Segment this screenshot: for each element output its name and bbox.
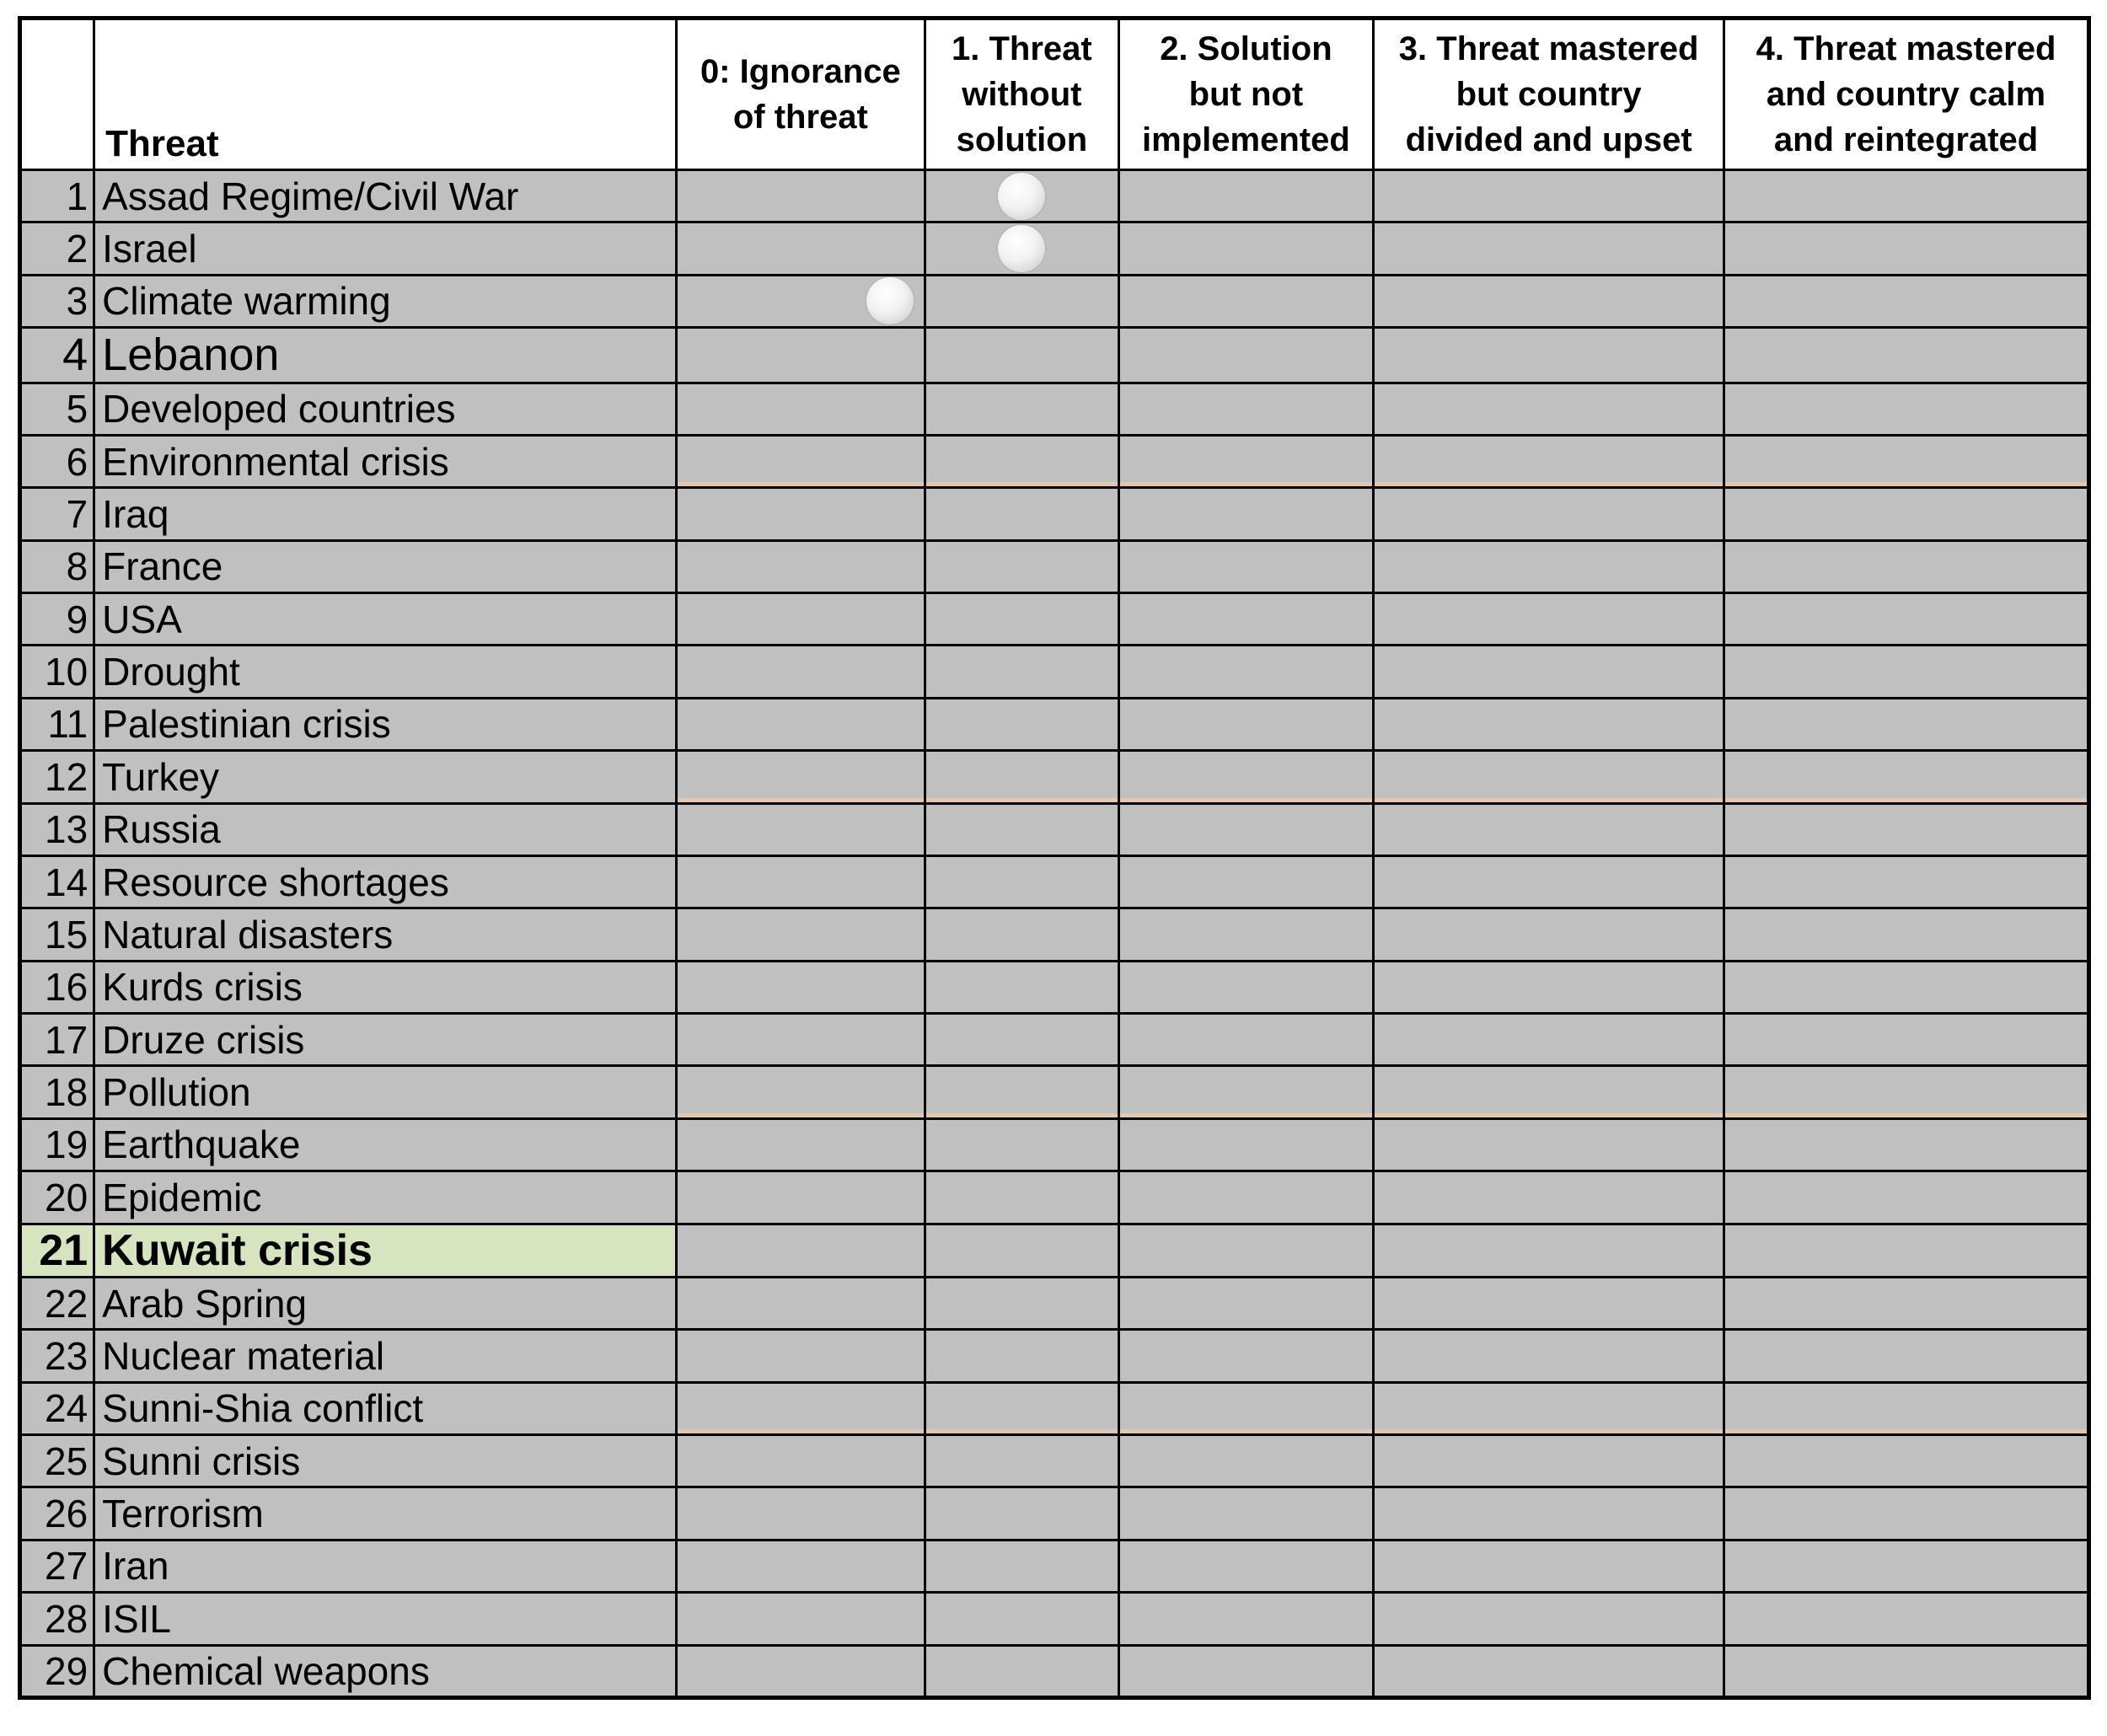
stage-1-cell bbox=[925, 328, 1118, 383]
stage-1-cell bbox=[925, 855, 1118, 908]
stage-3-cell bbox=[1374, 1171, 1724, 1224]
stage-4-cell bbox=[1724, 1330, 2089, 1382]
threat-name: Natural disasters bbox=[94, 908, 676, 961]
stage-1-cell bbox=[925, 222, 1118, 275]
table-row bbox=[20, 1487, 2089, 1540]
stage-1-cell bbox=[925, 803, 1118, 855]
stage-3-cell bbox=[1374, 593, 1724, 646]
row-number: 4 bbox=[20, 328, 94, 383]
stage-2-cell bbox=[1118, 328, 1374, 383]
stage-2-cell bbox=[1118, 1645, 1374, 1697]
table-row bbox=[20, 1382, 2089, 1434]
stage-2-cell bbox=[1118, 751, 1374, 803]
table-row bbox=[20, 1330, 2089, 1382]
table-row bbox=[20, 698, 2089, 750]
row-number: 13 bbox=[20, 803, 94, 855]
stage-1-cell bbox=[925, 908, 1118, 961]
stage-4-cell bbox=[1724, 1540, 2089, 1592]
row-number: 20 bbox=[20, 1171, 94, 1224]
stage-3-cell bbox=[1374, 488, 1724, 540]
stage-1-cell bbox=[925, 1066, 1118, 1118]
stage-4-cell bbox=[1724, 1382, 2089, 1434]
stage-1-cell bbox=[925, 540, 1118, 592]
stage-3-cell bbox=[1374, 1382, 1724, 1434]
table-row bbox=[20, 1171, 2089, 1224]
stage-1-cell bbox=[925, 1277, 1118, 1329]
table-row bbox=[20, 961, 2089, 1013]
row-number: 1 bbox=[20, 170, 94, 222]
stage-4-cell bbox=[1724, 1593, 2089, 1645]
stage-2-cell bbox=[1118, 1277, 1374, 1329]
stage-3-cell bbox=[1374, 803, 1724, 855]
stage-3-header-line-1: 3. Threat mastered bbox=[1398, 30, 1699, 67]
row-number: 28 bbox=[20, 1593, 94, 1645]
stage-2-cell bbox=[1118, 1330, 1374, 1382]
row-number: 10 bbox=[20, 646, 94, 698]
stage-3-cell bbox=[1374, 383, 1724, 435]
table-row bbox=[20, 1645, 2089, 1697]
table-row bbox=[20, 488, 2089, 540]
stage-1-cell bbox=[925, 1014, 1118, 1066]
stage-3-cell bbox=[1374, 1593, 1724, 1645]
stage-2-cell bbox=[1118, 1540, 1374, 1592]
table-row bbox=[20, 383, 2089, 435]
stage-3-cell bbox=[1374, 1487, 1724, 1540]
threat-name: Terrorism bbox=[94, 1487, 676, 1540]
row-number: 11 bbox=[20, 698, 94, 750]
stage-2-cell bbox=[1118, 540, 1374, 592]
stage-2-cell bbox=[1118, 855, 1374, 908]
row-number: 3 bbox=[20, 275, 94, 327]
stage-3-cell bbox=[1374, 698, 1724, 750]
stage-3-cell bbox=[1374, 1224, 1724, 1277]
table-row bbox=[20, 170, 2089, 222]
stage-1-cell bbox=[925, 1118, 1118, 1171]
stage-1-cell bbox=[925, 1540, 1118, 1592]
stage-1-cell bbox=[925, 1330, 1118, 1382]
stage-2-header bbox=[1118, 19, 1374, 170]
row-number: 18 bbox=[20, 1066, 94, 1118]
stage-4-cell bbox=[1724, 222, 2089, 275]
stage-2-header-line-2: but not bbox=[1188, 76, 1304, 113]
stage-2-cell bbox=[1118, 1014, 1374, 1066]
stage-0-cell bbox=[676, 803, 925, 855]
row-number: 29 bbox=[20, 1645, 94, 1697]
stage-4-cell bbox=[1724, 1645, 2089, 1697]
stage-2-cell bbox=[1118, 488, 1374, 540]
stage-2-cell bbox=[1118, 803, 1374, 855]
threat-name: Drought bbox=[94, 646, 676, 698]
stage-3-cell bbox=[1374, 1118, 1724, 1171]
row-number: 21 bbox=[20, 1224, 94, 1277]
stage-1-cell bbox=[925, 1224, 1118, 1277]
stage-2-cell bbox=[1118, 1224, 1374, 1277]
stage-4-cell bbox=[1724, 1487, 2089, 1540]
stage-4-cell bbox=[1724, 855, 2089, 908]
stage-0-cell bbox=[676, 435, 925, 487]
stage-3-cell bbox=[1374, 1066, 1724, 1118]
table-row bbox=[20, 908, 2089, 961]
stage-0-cell bbox=[676, 698, 925, 750]
stage-2-cell bbox=[1118, 1593, 1374, 1645]
stage-0-cell bbox=[676, 1645, 925, 1697]
stage-0-header bbox=[676, 19, 925, 170]
stage-2-cell bbox=[1118, 646, 1374, 698]
threat-name: France bbox=[94, 540, 676, 592]
stage-1-cell bbox=[925, 1435, 1118, 1487]
threat-name: Earthquake bbox=[94, 1118, 676, 1171]
stage-4-cell bbox=[1724, 435, 2089, 487]
stage-4-cell bbox=[1724, 1171, 2089, 1224]
stage-4-cell bbox=[1724, 751, 2089, 803]
stage-0-header-line-1: 0: Ignorance bbox=[700, 53, 901, 90]
threat-name: ISIL bbox=[94, 1593, 676, 1645]
stage-4-cell bbox=[1724, 540, 2089, 592]
stage-2-cell bbox=[1118, 593, 1374, 646]
threat-name: Environmental crisis bbox=[94, 435, 676, 487]
stage-2-cell bbox=[1118, 170, 1374, 222]
table-row bbox=[20, 540, 2089, 592]
stage-2-header-line-3: implemented bbox=[1142, 121, 1350, 158]
threat-name: Assad Regime/Civil War bbox=[94, 170, 676, 222]
number-column-header bbox=[20, 19, 94, 170]
stage-0-cell bbox=[676, 1171, 925, 1224]
stage-3-cell bbox=[1374, 1645, 1724, 1697]
stage-4-cell bbox=[1724, 170, 2089, 222]
stage-2-cell bbox=[1118, 1487, 1374, 1540]
threat-name: Arab Spring bbox=[94, 1277, 676, 1329]
threat-assessment-table bbox=[18, 16, 2091, 1700]
stage-4-cell bbox=[1724, 1435, 2089, 1487]
stage-1-cell bbox=[925, 1593, 1118, 1645]
stage-0-cell bbox=[676, 855, 925, 908]
stage-4-cell bbox=[1724, 698, 2089, 750]
stage-1-cell bbox=[925, 961, 1118, 1013]
stage-2-cell bbox=[1118, 1171, 1374, 1224]
table-row bbox=[20, 1277, 2089, 1329]
table-row bbox=[20, 646, 2089, 698]
threat-name: USA bbox=[94, 593, 676, 646]
stage-4-cell bbox=[1724, 1014, 2089, 1066]
stage-4-cell bbox=[1724, 328, 2089, 383]
stage-3-cell bbox=[1374, 646, 1724, 698]
stage-0-cell bbox=[676, 646, 925, 698]
bubble-marker-icon bbox=[866, 277, 914, 324]
stage-4-header-line-3: and reintegrated bbox=[1773, 121, 2039, 158]
row-number: 7 bbox=[20, 488, 94, 540]
stage-0-cell bbox=[676, 275, 925, 327]
row-number: 9 bbox=[20, 593, 94, 646]
row-number: 17 bbox=[20, 1014, 94, 1066]
table-row bbox=[20, 435, 2089, 487]
stage-4-header-line-2: and country calm bbox=[1766, 76, 2046, 113]
stage-4-cell bbox=[1724, 803, 2089, 855]
stage-0-cell bbox=[676, 593, 925, 646]
stage-1-cell bbox=[925, 1171, 1118, 1224]
threat-name: Nuclear material bbox=[94, 1330, 676, 1382]
threat-name: Epidemic bbox=[94, 1171, 676, 1224]
stage-2-cell bbox=[1118, 1118, 1374, 1171]
stage-0-cell bbox=[676, 540, 925, 592]
stage-3-header bbox=[1374, 19, 1724, 170]
row-number: 23 bbox=[20, 1330, 94, 1382]
threat-name: Iran bbox=[94, 1540, 676, 1592]
stage-3-header-line-3: divided and upset bbox=[1405, 121, 1692, 158]
row-number: 27 bbox=[20, 1540, 94, 1592]
row-number: 26 bbox=[20, 1487, 94, 1540]
stage-4-cell bbox=[1724, 383, 2089, 435]
bubble-marker-icon bbox=[998, 173, 1045, 220]
threat-name: Climate warming bbox=[94, 275, 676, 327]
stage-1-cell bbox=[925, 646, 1118, 698]
stage-2-cell bbox=[1118, 908, 1374, 961]
stage-0-header-line-2: of threat bbox=[732, 99, 868, 136]
stage-0-cell bbox=[676, 383, 925, 435]
bubble-marker-icon bbox=[998, 225, 1045, 272]
stage-3-cell bbox=[1374, 1014, 1724, 1066]
stage-3-cell bbox=[1374, 435, 1724, 487]
threat-name: Developed countries bbox=[94, 383, 676, 435]
stage-3-cell bbox=[1374, 908, 1724, 961]
stage-3-header-line-2: but country bbox=[1456, 76, 1642, 113]
row-number: 8 bbox=[20, 540, 94, 592]
stage-2-cell bbox=[1118, 1382, 1374, 1434]
stage-2-cell bbox=[1118, 383, 1374, 435]
threat-rows bbox=[20, 170, 2089, 1698]
stage-0-cell bbox=[676, 1593, 925, 1645]
stage-1-header-line-3: solution bbox=[956, 121, 1088, 158]
stage-4-cell bbox=[1724, 1066, 2089, 1118]
table-row bbox=[20, 1066, 2089, 1118]
stage-3-cell bbox=[1374, 961, 1724, 1013]
table-row bbox=[20, 1593, 2089, 1645]
stage-3-cell bbox=[1374, 855, 1724, 908]
threat-name: Pollution bbox=[94, 1066, 676, 1118]
threat-name: Sunni-Shia conflict bbox=[94, 1382, 676, 1434]
table-row bbox=[20, 751, 2089, 803]
stage-0-cell bbox=[676, 1540, 925, 1592]
threat-name: Lebanon bbox=[94, 328, 676, 383]
stage-1-header-line-2: without bbox=[962, 76, 1082, 113]
row-number: 5 bbox=[20, 383, 94, 435]
stage-1-cell bbox=[925, 751, 1118, 803]
stage-2-cell bbox=[1118, 1435, 1374, 1487]
stage-1-cell bbox=[925, 1645, 1118, 1697]
table-row bbox=[20, 275, 2089, 327]
threat-name: Turkey bbox=[94, 751, 676, 803]
stage-1-cell bbox=[925, 488, 1118, 540]
table-row bbox=[20, 1014, 2089, 1066]
stage-1-cell bbox=[925, 1382, 1118, 1434]
stage-4-cell bbox=[1724, 593, 2089, 646]
threat-name: Israel bbox=[94, 222, 676, 275]
stage-4-header bbox=[1724, 19, 2089, 170]
stage-1-cell bbox=[925, 383, 1118, 435]
threat-name: Resource shortages bbox=[94, 855, 676, 908]
threat-name: Kurds crisis bbox=[94, 961, 676, 1013]
table-row bbox=[20, 593, 2089, 646]
stage-0-cell bbox=[676, 328, 925, 383]
row-number: 2 bbox=[20, 222, 94, 275]
stage-3-cell bbox=[1374, 1435, 1724, 1487]
stage-2-cell bbox=[1118, 961, 1374, 1013]
table-row bbox=[20, 803, 2089, 855]
table-row bbox=[20, 855, 2089, 908]
stage-4-header-line-1: 4. Threat mastered bbox=[1756, 30, 2056, 67]
stage-2-cell bbox=[1118, 435, 1374, 487]
stage-3-cell bbox=[1374, 170, 1724, 222]
stage-2-cell bbox=[1118, 275, 1374, 327]
row-number: 6 bbox=[20, 435, 94, 487]
stage-0-cell bbox=[676, 222, 925, 275]
stage-4-cell bbox=[1724, 646, 2089, 698]
stage-0-cell bbox=[676, 1224, 925, 1277]
stage-3-cell bbox=[1374, 275, 1724, 327]
threat-name: Chemical weapons bbox=[94, 1645, 676, 1697]
row-number: 14 bbox=[20, 855, 94, 908]
stage-1-cell bbox=[925, 435, 1118, 487]
table-row bbox=[20, 1224, 2089, 1277]
row-number: 15 bbox=[20, 908, 94, 961]
stage-3-cell bbox=[1374, 222, 1724, 275]
row-number: 24 bbox=[20, 1382, 94, 1434]
stage-3-cell bbox=[1374, 1540, 1724, 1592]
stage-2-cell bbox=[1118, 698, 1374, 750]
table-row bbox=[20, 1435, 2089, 1487]
stage-4-cell bbox=[1724, 908, 2089, 961]
stage-0-cell bbox=[676, 1435, 925, 1487]
row-number: 25 bbox=[20, 1435, 94, 1487]
stage-1-header bbox=[925, 19, 1118, 170]
stage-4-cell bbox=[1724, 1277, 2089, 1329]
stage-3-cell bbox=[1374, 1277, 1724, 1329]
stage-0-cell bbox=[676, 1118, 925, 1171]
stage-2-cell bbox=[1118, 222, 1374, 275]
stage-3-cell bbox=[1374, 540, 1724, 592]
stage-0-cell bbox=[676, 1382, 925, 1434]
stage-4-cell bbox=[1724, 488, 2089, 540]
table-row bbox=[20, 1118, 2089, 1171]
stage-2-cell bbox=[1118, 1066, 1374, 1118]
stage-0-cell bbox=[676, 908, 925, 961]
stage-0-cell bbox=[676, 1014, 925, 1066]
row-number: 19 bbox=[20, 1118, 94, 1171]
stage-0-cell bbox=[676, 751, 925, 803]
table-row bbox=[20, 328, 2089, 383]
stage-3-cell bbox=[1374, 751, 1724, 803]
stage-4-cell bbox=[1724, 1118, 2089, 1171]
stage-1-cell bbox=[925, 1487, 1118, 1540]
row-number: 12 bbox=[20, 751, 94, 803]
stage-1-cell bbox=[925, 593, 1118, 646]
threat-name: Kuwait crisis bbox=[94, 1224, 676, 1277]
table-header bbox=[20, 19, 2089, 170]
threat-column-header: Threat bbox=[94, 19, 676, 170]
stage-1-cell bbox=[925, 275, 1118, 327]
table-row bbox=[20, 1540, 2089, 1592]
threat-name: Druze crisis bbox=[94, 1014, 676, 1066]
stage-4-cell bbox=[1724, 275, 2089, 327]
stage-3-cell bbox=[1374, 328, 1724, 383]
stage-3-cell bbox=[1374, 1330, 1724, 1382]
threat-name: Russia bbox=[94, 803, 676, 855]
table-row bbox=[20, 222, 2089, 275]
stage-0-cell bbox=[676, 961, 925, 1013]
stage-0-cell bbox=[676, 1487, 925, 1540]
stage-0-cell bbox=[676, 1066, 925, 1118]
stage-0-cell bbox=[676, 170, 925, 222]
threat-name: Sunni crisis bbox=[94, 1435, 676, 1487]
stage-4-cell bbox=[1724, 961, 2089, 1013]
row-number: 22 bbox=[20, 1277, 94, 1329]
stage-2-header-line-1: 2. Solution bbox=[1160, 30, 1332, 67]
threat-name: Palestinian crisis bbox=[94, 698, 676, 750]
threat-name: Iraq bbox=[94, 488, 676, 540]
stage-1-cell bbox=[925, 698, 1118, 750]
stage-0-cell bbox=[676, 1277, 925, 1329]
stage-1-header-line-1: 1. Threat bbox=[952, 30, 1092, 67]
stage-0-cell bbox=[676, 488, 925, 540]
stage-1-cell bbox=[925, 170, 1118, 222]
stage-4-cell bbox=[1724, 1224, 2089, 1277]
row-number: 16 bbox=[20, 961, 94, 1013]
stage-0-cell bbox=[676, 1330, 925, 1382]
